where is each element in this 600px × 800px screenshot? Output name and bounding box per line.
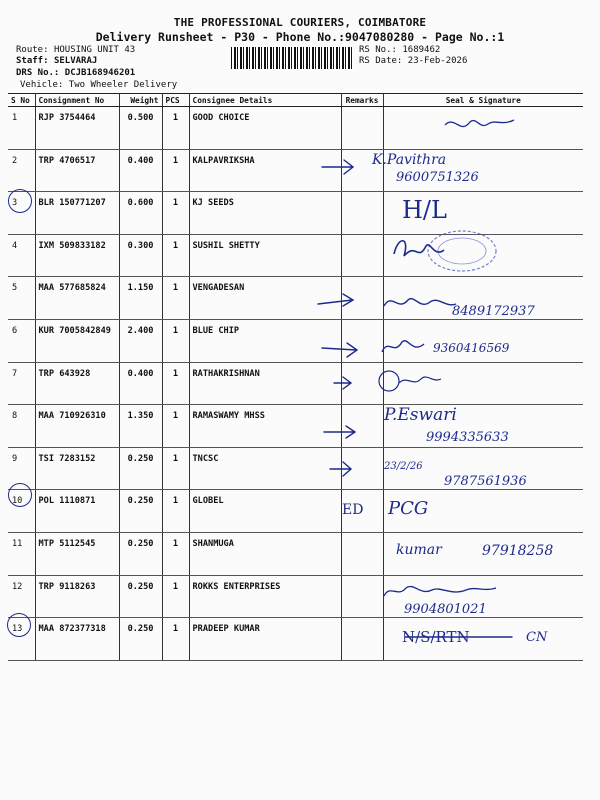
- row-pcs: 1: [162, 277, 189, 320]
- hw-phone-row-11: 97918258: [482, 543, 554, 559]
- drs-label: DRS No.:: [16, 68, 60, 78]
- row-weight: 0.250: [119, 447, 162, 490]
- route-value: HOUSING UNIT 43: [53, 45, 136, 55]
- company-title: THE PROFESSIONAL COURIERS, COIMBATORE: [173, 16, 427, 29]
- row-weight: 1.350: [119, 405, 162, 448]
- row-weight: 2.400: [119, 319, 162, 362]
- signature-row-6: [378, 334, 428, 360]
- row-sno: 6: [8, 319, 35, 362]
- row-weight: 0.600: [119, 192, 162, 235]
- row-sno: 10: [8, 490, 35, 533]
- row-consignment: TRP 9118263: [35, 575, 119, 618]
- row-consignment: MAA 577685824: [35, 277, 119, 320]
- rs-no-value: 1689462: [402, 45, 441, 55]
- staff-label: Staff:: [16, 56, 49, 66]
- hw-mark-row-3: H/L: [402, 196, 447, 224]
- hw-phone-row-5: 8489172937: [452, 304, 535, 319]
- signature-row-12: [380, 578, 500, 604]
- signature-row-1: [440, 110, 520, 140]
- row-consignment: POL 1110871: [35, 490, 119, 533]
- rs-no-label: RS No.:: [359, 45, 397, 55]
- row-pcs: 1: [162, 405, 189, 448]
- col-consignee: Consignee Details: [189, 94, 341, 107]
- vehicle-label: Vehicle:: [20, 80, 64, 90]
- row-consignee: SUSHIL SHETTY: [189, 234, 341, 277]
- hw-phone-row-8: 9994335633: [426, 430, 509, 445]
- row-pcs: 1: [162, 149, 189, 192]
- row-sno: 4: [8, 234, 35, 277]
- row-pcs: 1: [162, 234, 189, 277]
- row-pcs: 1: [162, 532, 189, 575]
- route-label: Route:: [16, 45, 49, 55]
- row-consignee: ROKKS ENTERPRISES: [189, 575, 341, 618]
- row-consignee: GLOBEL: [189, 490, 341, 533]
- row-pcs: 1: [162, 362, 189, 405]
- signature-row-4: [388, 232, 448, 266]
- row-pcs: 1: [162, 575, 189, 618]
- row-weight: 0.250: [119, 575, 162, 618]
- hw-name-row-2: K.Pavithra: [372, 152, 447, 168]
- row-sno: 8: [8, 405, 35, 448]
- row-sno: 1: [8, 107, 35, 150]
- col-consignment: Consignment No: [35, 94, 119, 107]
- row-weight: 0.250: [119, 490, 162, 533]
- row-pcs: 1: [162, 618, 189, 661]
- vehicle-value: Two Wheeler Delivery: [68, 80, 178, 90]
- row-consignee: PRADEEP KUMAR: [189, 618, 341, 661]
- row-weight: 0.300: [119, 234, 162, 277]
- row-sno: 12: [8, 575, 35, 618]
- signature-row-5: [380, 290, 460, 314]
- row-sno: 2: [8, 149, 35, 192]
- signature-row-7: [375, 367, 445, 395]
- runsheet-subtitle: Delivery Runsheet - P30 - Phone No.:9047080280 - Page No.:1: [95, 30, 505, 44]
- row-consignment: MAA 872377318: [35, 618, 119, 661]
- row-pcs: 1: [162, 319, 189, 362]
- row-pcs: 1: [162, 447, 189, 490]
- col-sno: S No: [8, 94, 35, 107]
- row-consignment: KUR 7005842849: [35, 319, 119, 362]
- hw-phone-row-12: 9904801021: [404, 602, 487, 617]
- row-consignee: RATHAKRISHNAN: [189, 362, 341, 405]
- row-weight: 0.400: [119, 362, 162, 405]
- row-weight: 0.400: [119, 149, 162, 192]
- row-consignee: BLUE CHIP: [189, 319, 341, 362]
- row-consignment: TSI 7283152: [35, 447, 119, 490]
- row-consignment: TRP 643928: [35, 362, 119, 405]
- row-consignee: VENGADESAN: [189, 277, 341, 320]
- rs-date-value: 23-Feb-2026: [407, 56, 468, 66]
- hw-date-row-9: 23/2/26: [384, 461, 423, 472]
- col-pcs: PCS: [162, 94, 189, 107]
- hw-cn-row-13: CN: [526, 630, 548, 645]
- row-weight: 0.250: [119, 532, 162, 575]
- hw-name-row-11: kumar: [396, 542, 442, 558]
- drs-value: DCJB168946201: [64, 68, 136, 78]
- hw-mark-row-13: N/S/RTN: [402, 628, 470, 646]
- row-consignee: RAMASWAMY MHSS: [189, 405, 341, 448]
- hw-ed-row-10: ED: [342, 502, 364, 518]
- row-sno: 13: [8, 618, 35, 661]
- row-weight: 0.250: [119, 618, 162, 661]
- row-sno: 5: [8, 277, 35, 320]
- row-consignment: BLR 150771207: [35, 192, 119, 235]
- hw-phone-row-2: 9600751326: [396, 170, 479, 185]
- row-consignee: TNCSC: [189, 447, 341, 490]
- row-consignee: GOOD CHOICE: [189, 107, 341, 150]
- arrow-row-6: [322, 343, 357, 357]
- arrow-row-9: [330, 462, 351, 476]
- row-sno: 3: [8, 192, 35, 235]
- arrow-row-8: [324, 426, 355, 438]
- hw-phone-row-9: 9787561936: [444, 474, 527, 489]
- hw-name-row-8: P.Eswari: [384, 405, 457, 425]
- arrow-row-7: [334, 377, 351, 389]
- staff-value: SELVARAJ: [53, 56, 98, 66]
- row-consignee: KJ SEEDS: [189, 192, 341, 235]
- rs-date-label: RS Date:: [359, 56, 403, 66]
- row-pcs: 1: [162, 107, 189, 150]
- arrow-row-5: [318, 294, 353, 306]
- hw-mark-row-10: PCG: [388, 498, 429, 519]
- row-weight: 1.150: [119, 277, 162, 320]
- row-weight: 0.500: [119, 107, 162, 150]
- row-consignee: SHANMUGA: [189, 532, 341, 575]
- row-pcs: 1: [162, 192, 189, 235]
- row-consignment: RJP 3754464: [35, 107, 119, 150]
- row-sno: 9: [8, 447, 35, 490]
- col-signature: Seal & Signature: [383, 94, 583, 107]
- row-consignment: MAA 710926310: [35, 405, 119, 448]
- row-consignee: KALPAVRIKSHA: [189, 149, 341, 192]
- col-remarks: Remarks: [341, 94, 383, 107]
- row-consignment: TRP 4706517: [35, 149, 119, 192]
- hw-phone-row-6: 9360416569: [433, 341, 510, 355]
- row-consignment: IXM 509833182: [35, 234, 119, 277]
- row-sno: 7: [8, 362, 35, 405]
- row-pcs: 1: [162, 490, 189, 533]
- col-weight: Weight: [119, 94, 162, 107]
- arrow-row-2: [322, 160, 353, 174]
- row-consignment: MTP 5112545: [35, 532, 119, 575]
- row-sno: 11: [8, 532, 35, 575]
